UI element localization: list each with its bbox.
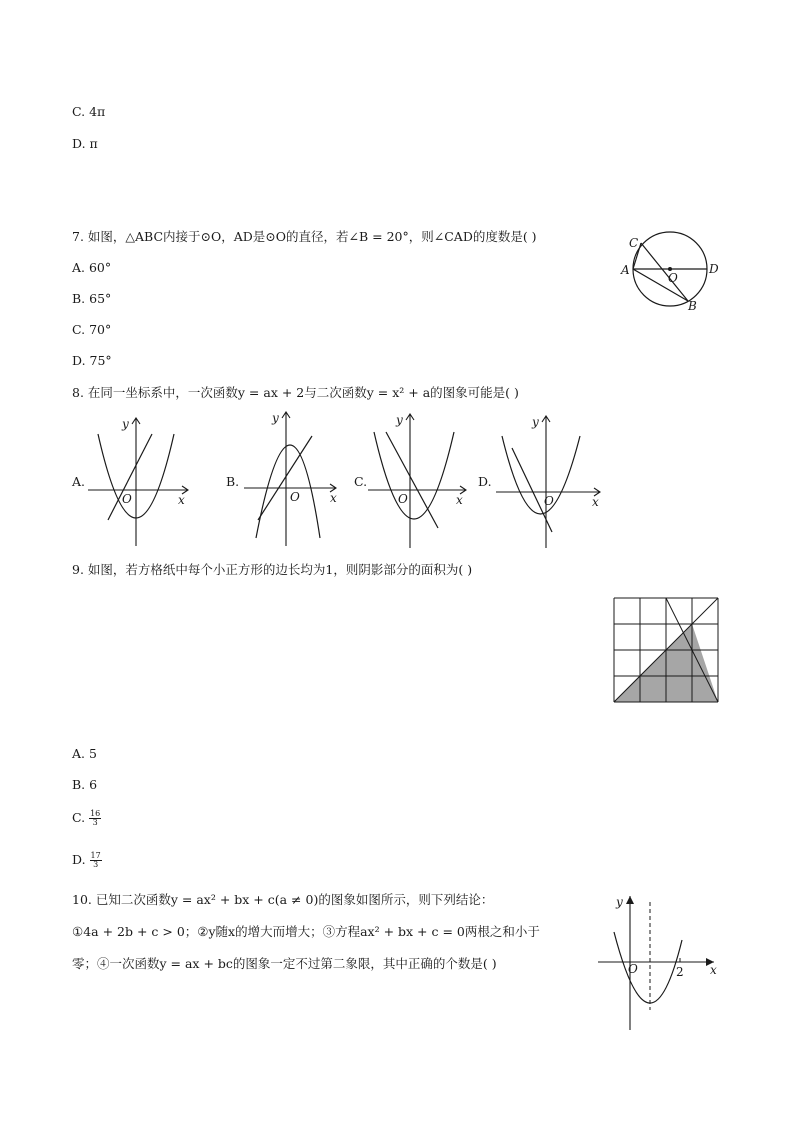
q8-a-y-label: y xyxy=(122,417,129,431)
q7-label-o: O xyxy=(668,271,678,285)
q8-graph-d-label: D. xyxy=(478,474,492,489)
q8-c-x-label: x xyxy=(456,493,463,507)
q10-origin-label: O xyxy=(628,962,638,976)
q9-option-d xyxy=(72,852,102,869)
q10-line-1: 10. 已知二次函数y = ax² + bx + c(a ≠ 0)的图象如图所示，则下列结论： xyxy=(72,892,494,907)
q8-d-y-label: y xyxy=(532,415,539,429)
q7-circle-figure xyxy=(615,228,725,316)
q9-option-c-fraction xyxy=(89,810,101,827)
q10-parabola-figure xyxy=(596,892,722,1032)
q8-graph-b-label: B. xyxy=(226,474,240,489)
q9-option-c xyxy=(72,810,101,827)
q9-option-c-numerator: 16 xyxy=(90,809,101,818)
q8-stem: 8. 在同一坐标系中，一次函数y = ax + 2与二次函数y = x² + a的图象可能是( ) xyxy=(72,385,519,400)
q8-graph-a-label: A. xyxy=(72,474,86,489)
q8-graph-c-label: C. xyxy=(354,474,368,489)
q8-graph-c xyxy=(366,410,476,552)
q7-option-a: A. 60° xyxy=(72,260,112,275)
q7-option-d: D. 75° xyxy=(72,353,112,368)
q8-d-x-label: x xyxy=(592,495,599,509)
q10-line-2: ①4a + 2b + c > 0；②y随x的增大而增大；③方程ax² + bx + c = 0两根之和小于 xyxy=(72,924,540,939)
q7-stem: 7. 如图，△ABC内接于⊙O，AD是⊙O的直径，若∠B = 20°，则∠CAD的度数是( ) xyxy=(72,229,537,244)
q10-y-label: y xyxy=(616,895,623,909)
q8-graph-d xyxy=(494,412,606,552)
q9-option-c-denominator: 3 xyxy=(92,818,98,827)
q7-option-c: C. 70° xyxy=(72,322,112,337)
q8-b-y-label: y xyxy=(272,411,279,425)
q7-label-d: D xyxy=(709,262,719,276)
q8-c-origin: O xyxy=(398,492,408,506)
q8-a-x-label: x xyxy=(178,493,185,507)
q9-option-d-letter: D. xyxy=(72,852,86,867)
q10-tick-2-label: 2 xyxy=(676,965,684,979)
q7-option-b: B. 65° xyxy=(72,291,112,306)
q8-c-y-label: y xyxy=(396,413,403,427)
q9-option-c-letter: C. xyxy=(72,810,86,825)
q7-label-a: A xyxy=(621,263,630,277)
q9-option-d-fraction xyxy=(90,852,102,869)
q10-line-3: 零；④一次函数y = ax + bc的图象一定不过第二象限，其中正确的个数是( ) xyxy=(72,956,497,971)
q9-option-d-denominator: 3 xyxy=(93,860,99,869)
q7-label-b: B xyxy=(688,299,697,313)
q7-label-c: C xyxy=(629,236,639,250)
q8-a-origin: O xyxy=(122,492,132,506)
q9-stem: 9. 如图，若方格纸中每个小正方形的边长均为1，则阴影部分的面积为( ) xyxy=(72,562,473,577)
q10-x-label: x xyxy=(710,963,717,977)
q8-d-origin: O xyxy=(544,494,554,508)
q8-graph-a xyxy=(86,412,196,552)
q9-option-d-numerator: 17 xyxy=(90,851,101,860)
q9-grid-figure xyxy=(614,598,720,704)
q6-option-c: C. 4π xyxy=(72,104,106,119)
q6-option-d: D. π xyxy=(72,136,98,151)
q8-b-origin: O xyxy=(290,490,300,504)
q8-graph-b xyxy=(240,408,350,552)
q9-option-a: A. 5 xyxy=(72,746,97,761)
q9-option-b: B. 6 xyxy=(72,777,98,792)
q8-b-x-label: x xyxy=(330,491,337,505)
